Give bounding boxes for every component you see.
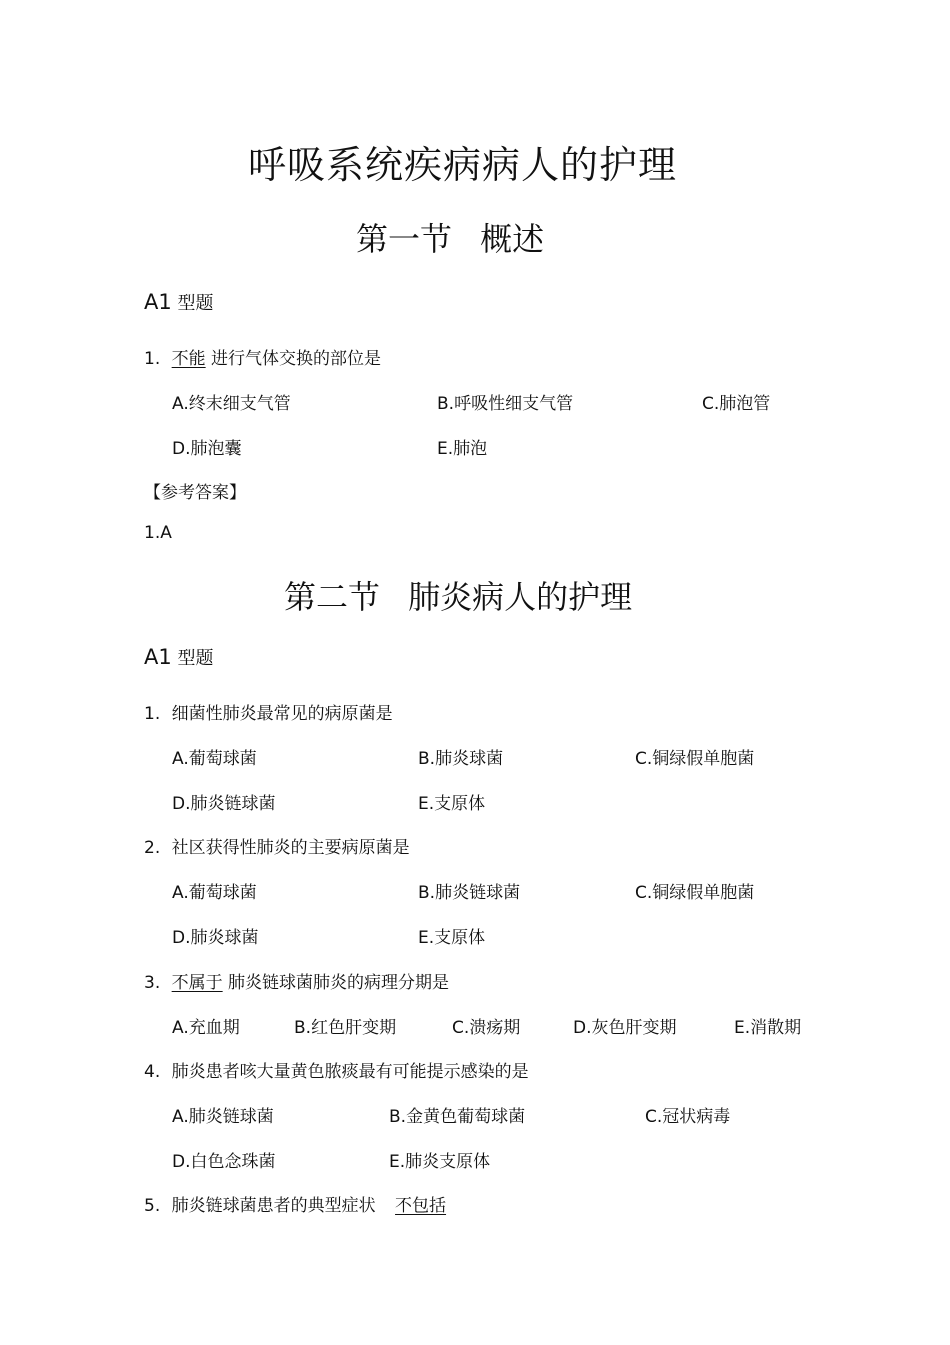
- s2-q4-option-a: A.肺炎链球菌: [172, 1107, 274, 1127]
- question-text: 细菌性肺炎最常见的病原菌是: [171, 704, 393, 724]
- s2-q1-option-b: B.肺炎球菌: [418, 749, 504, 769]
- question-number: 1.: [144, 349, 161, 369]
- question-text: 肺炎链球菌患者的典型症状: [171, 1196, 376, 1216]
- question-type-label: 型题: [177, 293, 214, 314]
- s2-q3-option-d: D.灰色肝变期: [573, 1018, 677, 1038]
- s1-q1-option-a: A.终末细支气管: [172, 394, 291, 414]
- question-type-code: A1: [144, 645, 172, 669]
- s2-q4-option-e: E.肺炎支原体: [389, 1152, 491, 1172]
- question-type-label: 型题: [177, 648, 214, 669]
- s2-q1-option-e: E.支原体: [418, 794, 486, 814]
- s1-question-1: [144, 344, 381, 369]
- s2-question-3: [144, 968, 449, 993]
- s2-q4-option-d: D.白色念珠菌: [172, 1152, 276, 1172]
- s2-q2-option-a: A.葡萄球菌: [172, 883, 257, 903]
- question-text: 进行气体交换的部位是: [211, 349, 382, 369]
- section-2-title: 第二节 肺炎病人的护理: [284, 578, 633, 616]
- s2-q3-option-b: B.红色肝变期: [294, 1018, 397, 1038]
- question-text: 社区获得性肺炎的主要病原菌是: [171, 838, 410, 858]
- s2-question-1: [144, 699, 393, 724]
- question-number: 1.: [144, 704, 161, 724]
- s2-q3-option-e: E.消散期: [734, 1018, 802, 1038]
- s2-q2-option-e: E.支原体: [418, 928, 486, 948]
- s2-q1-option-c: C.铜绿假单胞菌: [635, 749, 755, 769]
- document-title: 呼吸系统疾病病人的护理: [248, 143, 678, 187]
- s1-q1-option-b: B.呼吸性细支气管: [437, 394, 574, 414]
- s2-q2-option-d: D.肺炎球菌: [172, 928, 259, 948]
- answer-label: 【参考答案】: [144, 483, 246, 503]
- question-emphasis: 不包括: [395, 1196, 447, 1216]
- s2-q1-option-d: D.肺炎链球菌: [172, 794, 276, 814]
- s2-question-2: [144, 833, 410, 858]
- question-number: 2.: [144, 838, 161, 858]
- s1-q1-option-e: E.肺泡: [437, 439, 488, 459]
- s2-q2-option-b: B.肺炎链球菌: [418, 883, 521, 903]
- s2-q1-option-a: A.葡萄球菌: [172, 749, 257, 769]
- question-text: 肺炎患者咳大量黄色脓痰最有可能提示感染的是: [171, 1062, 529, 1082]
- question-type-code: A1: [144, 290, 172, 314]
- s1-q1-option-c: C.肺泡管: [702, 394, 771, 414]
- question-emphasis: 不能: [171, 349, 206, 369]
- answer-value: 1.A: [144, 523, 172, 543]
- s1-q1-option-d: D.肺泡囊: [172, 439, 242, 459]
- s2-q3-option-c: C.溃疡期: [452, 1018, 521, 1038]
- s2-question-5: [144, 1191, 446, 1216]
- question-emphasis: 不属于: [171, 973, 223, 993]
- question-number: 3.: [144, 973, 161, 993]
- s2-q4-option-c: C.冠状病毒: [645, 1107, 731, 1127]
- question-text: 肺炎链球菌肺炎的病理分期是: [228, 973, 450, 993]
- section-2-question-type: [144, 644, 213, 670]
- s2-q4-option-b: B.金黄色葡萄球菌: [389, 1107, 526, 1127]
- s2-q3-option-a: A.充血期: [172, 1018, 240, 1038]
- section-1-question-type: [144, 289, 213, 315]
- section-1-title: 第一节 概述: [356, 220, 545, 258]
- question-number: 4.: [144, 1062, 161, 1082]
- s2-question-4: [144, 1057, 529, 1082]
- question-number: 5.: [144, 1196, 161, 1216]
- s2-q2-option-c: C.铜绿假单胞菌: [635, 883, 755, 903]
